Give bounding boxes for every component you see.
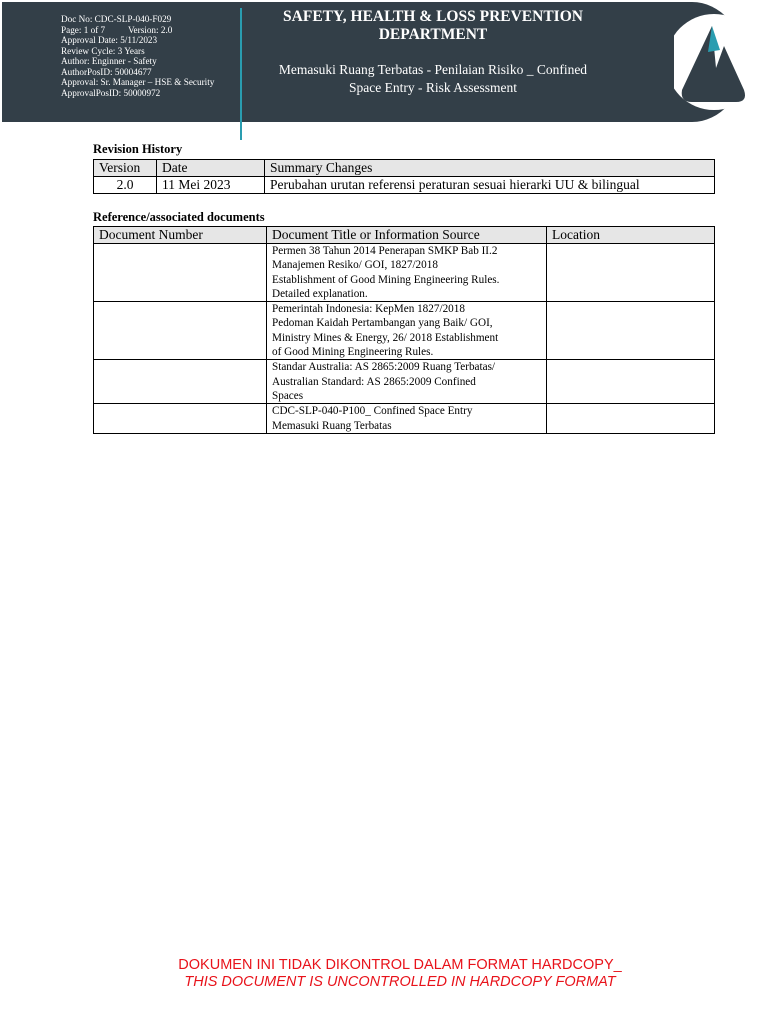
document-title — [248, 61, 618, 97]
cell-document-number — [94, 360, 267, 404]
cell-date: 11 Mei 2023 — [157, 177, 265, 194]
meta-line: Approval: Sr. Manager – HSE & Security — [61, 77, 215, 87]
meta-line: Doc No: CDC-SLP-040-F029 — [61, 14, 172, 24]
cell-summary: Perubahan urutan referensi peraturan sesuai hierarki UU & bilingual — [265, 177, 715, 194]
column-header-document-title: Document Title or Information Source — [267, 227, 547, 244]
department-name — [248, 8, 618, 44]
references-heading: Reference/associated documents — [93, 210, 265, 224]
cell-document-title: Pemerintah Indonesia: KepMen 1827/2018 Pedoman Kaidah Pertambangan yang Baik/ GOI, Ministry Mines & Energy, 26/ 2018 Establishment of Good Mining Engineering Rules. — [267, 302, 547, 360]
table-row — [94, 360, 715, 404]
meta-line: Page: 1 of 7 Version: 2.0 — [61, 24, 173, 35]
cell-document-title: Standar Australia: AS 2865:2009 Ruang Terbatas/ Australian Standard: AS 2865:2009 Confined Spaces — [267, 360, 547, 404]
meta-line: Review Cycle: 3 Years — [61, 45, 145, 56]
cell-document-title: CDC-SLP-040-P100_ Confined Space Entry Memasuki Ruang Terbatas — [267, 404, 547, 434]
cell-document-title: Permen 38 Tahun 2014 Penerapan SMKP Bab II.2 Manajemen Resiko/ GOI, 1827/2018 Establishment of Good Mining Engineering Rules. Detailed explanation. — [267, 244, 547, 302]
table-header-row — [94, 160, 715, 177]
meta-line: Author: Enginner - Safety — [61, 56, 157, 66]
company-mountain-logo-icon — [674, 10, 754, 114]
column-header-date: Date — [157, 160, 265, 177]
meta-line: AuthorPosID: 50004677 — [61, 66, 152, 77]
cell-document-number — [94, 404, 267, 434]
table-row — [94, 302, 715, 360]
document-title-line-2: Space Entry - Risk Assessment — [349, 80, 517, 95]
column-header-version: Version — [94, 160, 157, 177]
cell-document-number — [94, 302, 267, 360]
revision-history-heading: Revision History — [93, 142, 183, 156]
cell-location — [547, 302, 715, 360]
revision-history-table — [93, 159, 715, 194]
header-banner — [2, 2, 766, 122]
table-header-row — [94, 227, 715, 244]
cell-version: 2.0 — [94, 177, 157, 194]
meta-line: Approval Date: 5/11/2023 — [61, 35, 158, 45]
table-row — [94, 177, 715, 194]
cell-location — [547, 404, 715, 434]
header-divider — [240, 8, 242, 140]
column-header-document-number: Document Number — [94, 227, 267, 244]
meta-line: ApprovalPosID: 50000972 — [61, 87, 161, 98]
cell-location — [547, 360, 715, 404]
department-line-1: SAFETY, HEALTH & LOSS PREVENTION — [283, 8, 583, 25]
department-line-2: DEPARTMENT — [378, 26, 488, 43]
column-header-summary: Summary Changes — [265, 160, 715, 177]
cell-document-number — [94, 244, 267, 302]
table-row — [94, 404, 715, 434]
uncontrolled-copy-notice — [0, 957, 768, 991]
document-title-line-1: Memasuki Ruang Terbatas - Penilaian Risiko _ Confined — [278, 62, 588, 77]
document-meta — [61, 14, 241, 98]
notice-line-english: THIS DOCUMENT IS UNCONTROLLED IN HARDCOPY FORMAT — [184, 974, 616, 990]
cell-location — [547, 244, 715, 302]
notice-line-indonesian: DOKUMEN INI TIDAK DIKONTROL DALAM FORMAT HARDCOPY_ — [178, 957, 622, 973]
column-header-location: Location — [547, 227, 715, 244]
references-table — [93, 226, 715, 434]
table-row — [94, 244, 715, 302]
